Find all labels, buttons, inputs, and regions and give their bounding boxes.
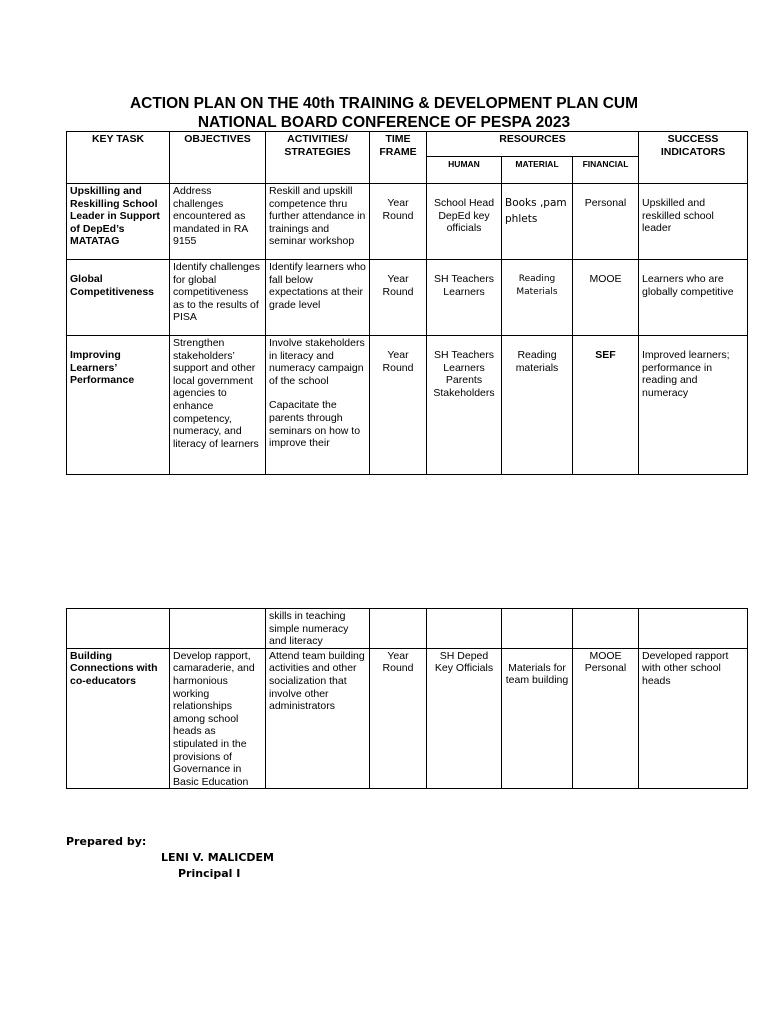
row-success: Learners who are globally competitive <box>639 260 748 336</box>
header-success-indicators: SUCCESS INDICATORS <box>639 132 748 184</box>
header-activities: ACTIVITIES/ STRATEGIES <box>266 132 370 184</box>
table-row <box>67 648 748 789</box>
row-key-task: Global Competitiveness <box>67 260 170 336</box>
row-financial: MOOE <box>573 260 639 336</box>
action-plan-table <box>66 131 748 475</box>
signatory-position: Principal I <box>178 867 241 880</box>
row-key-task: Upskilling and Reskilling School Leader in Support of DepEd’s MATATAG <box>67 184 170 260</box>
row-success: Upskilled and reskilled school leader <box>639 184 748 260</box>
row-human: SH Deped Key Officials <box>427 648 502 789</box>
row-objectives: Address challenges encountered as mandated in RA 9155 <box>170 184 266 260</box>
activity-item: Involve stakeholders in literacy and numeracy campaign of the school <box>269 337 365 387</box>
row-human: School Head DepEd key officials <box>427 184 502 260</box>
header-key-task: KEY TASK <box>67 132 170 184</box>
row-material: Reading Materials <box>502 260 573 336</box>
row-human: SH Teachers Learners Parents Stakeholders <box>427 336 502 475</box>
action-plan-table-continued <box>66 608 748 789</box>
header-human: HUMAN <box>427 157 502 184</box>
row-objectives: Identify challenges for global competitiveness as to the results of PISA <box>170 260 266 336</box>
row-time-frame: Year Round <box>370 184 427 260</box>
row-time-frame: Year Round <box>370 648 427 789</box>
row-activities: Reskill and upskill competence thru further attendance in trainings and seminar workshop <box>266 184 370 260</box>
header-material: MATERIAL <box>502 157 573 184</box>
row-time-frame: Year Round <box>370 260 427 336</box>
title-line-1: ACTION PLAN ON THE 40th TRAINING & DEVELOPMENT PLAN CUM <box>129 95 639 112</box>
row-activities: skills in teaching simple numeracy and literacy <box>266 609 370 649</box>
row-activities: Attend team building activities and other socialization that involve other administrators <box>266 648 370 789</box>
table-row <box>67 184 748 260</box>
row-key-task: Improving Learners’ Performance <box>67 336 170 475</box>
row-activities <box>266 336 370 475</box>
row-financial: Personal <box>573 184 639 260</box>
row-key-task: Building Connections with co-educators <box>67 648 170 789</box>
row-material: Materials for team building <box>502 648 573 789</box>
activity-item: Capacitate the parents through seminars on how to improve their <box>269 399 361 450</box>
table-row <box>67 260 748 336</box>
row-human: SH Teachers Learners <box>427 260 502 336</box>
row-objectives: Strengthen stakeholders’ support and other local government agencies to enhance competency, numeracy, and literacy of learners <box>170 336 266 475</box>
prepared-by-label: Prepared by: <box>66 835 147 848</box>
row-success: Developed rapport with other school heads <box>639 648 748 789</box>
header-time-frame: TIME FRAME <box>370 132 427 184</box>
header-objectives: OBJECTIVES <box>170 132 266 184</box>
title-line-2: NATIONAL BOARD CONFERENCE OF PESPA 2023 <box>197 114 571 131</box>
document-title <box>0 94 768 132</box>
row-time-frame: Year Round <box>370 336 427 475</box>
row-success: Improved learners; performance in reading and numeracy <box>639 336 748 475</box>
row-objectives: Develop rapport, camaraderie, and harmonious working relationships among school heads as stipulated in the provisions of Governance in Basic Education <box>170 648 266 789</box>
row-activities: Identify learners who fall below expectations at their grade level <box>266 260 370 336</box>
table-row <box>67 336 748 475</box>
header-resources: RESOURCES <box>427 132 639 157</box>
header-financial: FINANCIAL <box>573 157 639 184</box>
row-material: Books ,pam phlets <box>502 184 573 260</box>
table-row <box>67 609 748 649</box>
row-financial: MOOE Personal <box>573 648 639 789</box>
row-financial: SEF <box>573 336 639 475</box>
row-material: Reading materials <box>502 336 573 475</box>
signatory-name: LENI V. MALICDEM <box>161 851 274 864</box>
